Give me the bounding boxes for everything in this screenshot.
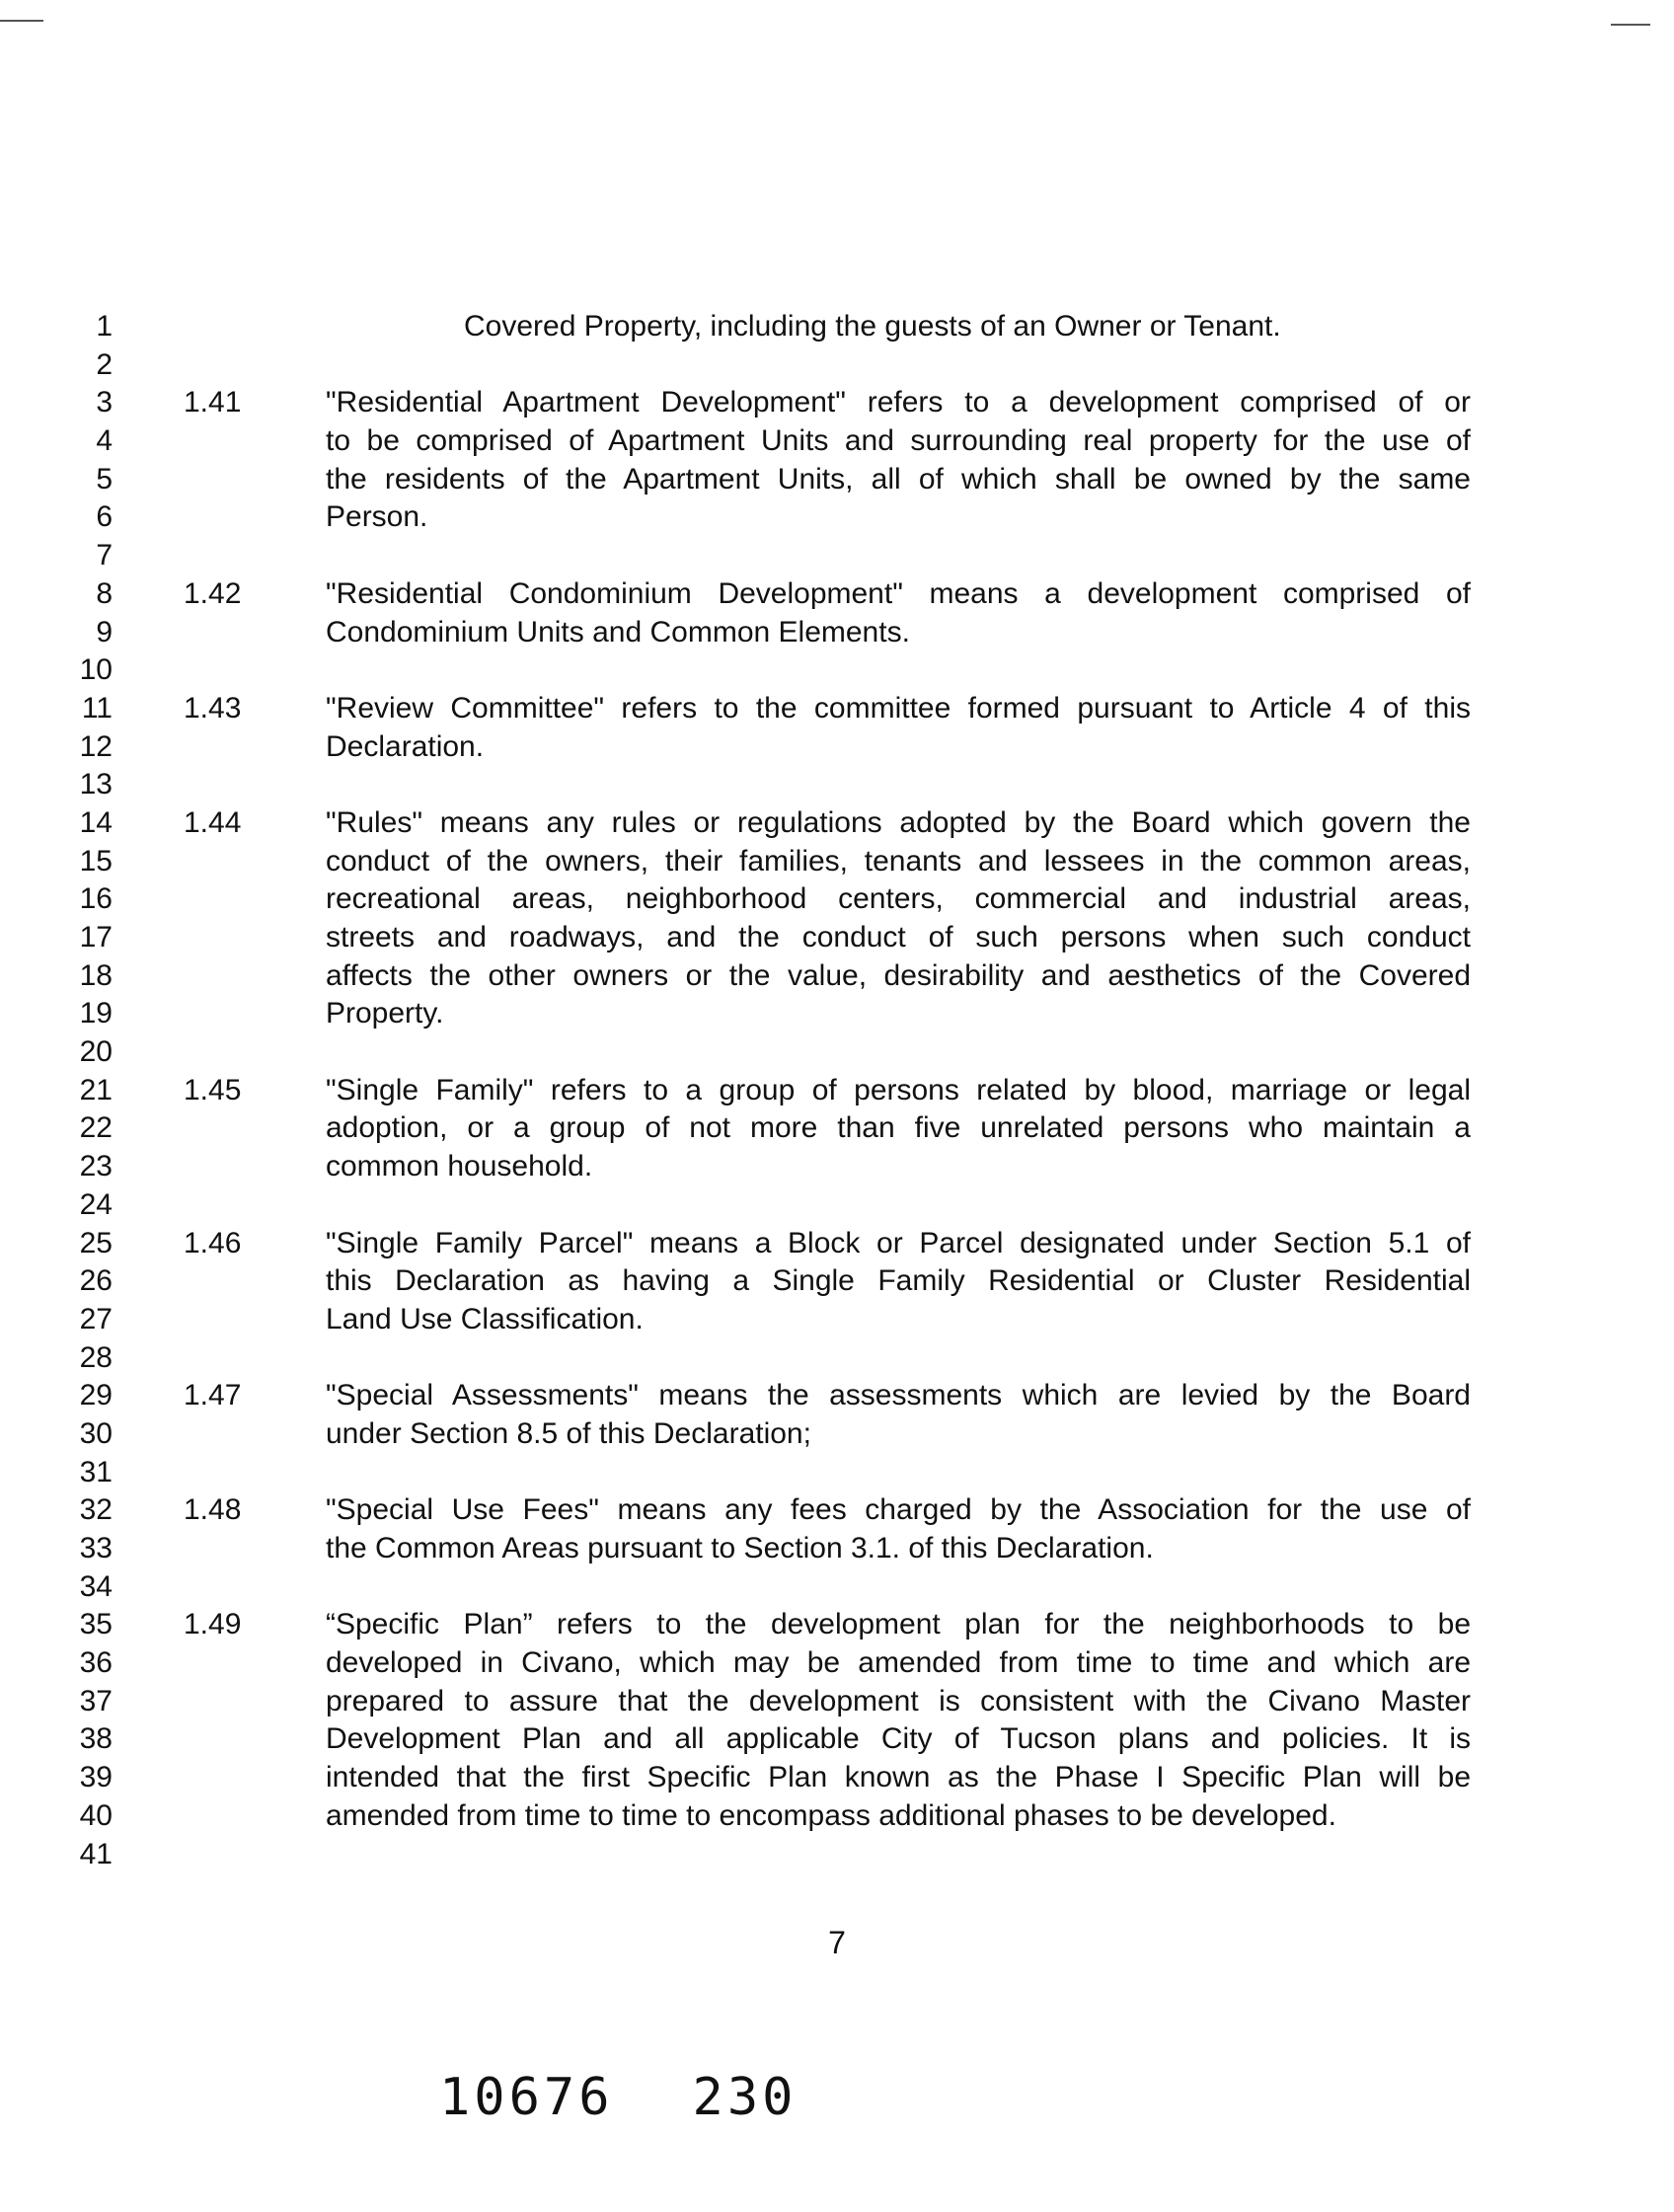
document-line	[0, 308, 1674, 346]
document-line	[0, 957, 1674, 996]
line-number: 3	[96, 386, 113, 420]
line-number: 19	[79, 997, 113, 1030]
line-number: 1	[96, 310, 113, 343]
line-number: 41	[79, 1837, 113, 1870]
line-number: 13	[79, 768, 113, 801]
document-line	[0, 1454, 1674, 1492]
document-line	[0, 1415, 1674, 1454]
line-number: 26	[79, 1264, 113, 1298]
line-number: 40	[79, 1798, 113, 1832]
document-line	[0, 1720, 1674, 1759]
line-text: “Specific Plan” refers to the development plan for the neighborhoods to be	[326, 1608, 1471, 1641]
line-text: Property.	[326, 997, 444, 1030]
line-number: 12	[79, 729, 113, 763]
line-text: "Review Committee" refers to the committee formed pursuant to Article 4 of this	[326, 691, 1471, 725]
line-number: 25	[79, 1226, 113, 1259]
document-line	[0, 1301, 1674, 1339]
line-text: Condominium Units and Common Elements.	[326, 615, 910, 648]
document-body	[0, 308, 1674, 1873]
line-text: to be comprised of Apartment Units and surrounding real property for the use of	[326, 424, 1471, 458]
book-number: 10676	[439, 2068, 614, 2127]
section-number: 1.43	[184, 691, 242, 725]
document-line	[0, 919, 1674, 957]
line-text: intended that the first Specific Plan known as the Phase I Specific Plan will be	[326, 1761, 1471, 1794]
recording-stamp	[439, 2068, 797, 2127]
line-text: conduct of the owners, their families, tenants and lessees in the common areas,	[326, 844, 1471, 877]
document-line	[0, 1491, 1674, 1530]
line-number: 28	[79, 1340, 113, 1374]
line-number: 16	[79, 882, 113, 916]
line-number: 5	[96, 462, 113, 496]
line-text: adoption, or a group of not more than five unrelated persons who maintain a	[326, 1111, 1471, 1145]
document-line	[0, 614, 1674, 652]
document-line	[0, 1148, 1674, 1186]
line-text: Land Use Classification.	[326, 1302, 644, 1335]
line-number: 30	[79, 1416, 113, 1450]
line-text: this Declaration as having a Single Family Residential or Cluster Residential	[326, 1264, 1471, 1298]
section-number: 1.42	[184, 576, 242, 610]
line-text: "Residential Apartment Development" refers to a development comprised of or	[326, 386, 1471, 420]
line-number: 15	[79, 844, 113, 877]
document-line	[0, 804, 1674, 843]
scan-artifact-left	[0, 20, 43, 22]
line-number: 14	[79, 805, 113, 839]
line-text: "Single Family" refers to a group of persons related by blood, marriage or legal	[326, 1073, 1471, 1106]
document-line	[0, 728, 1674, 767]
document-line	[0, 461, 1674, 499]
line-number: 37	[79, 1684, 113, 1717]
line-number: 6	[96, 500, 113, 534]
line-number: 9	[96, 615, 113, 648]
line-number: 35	[79, 1608, 113, 1641]
line-number: 34	[79, 1569, 113, 1603]
document-line	[0, 1339, 1674, 1378]
line-text: affects the other owners or the value, desirability and aesthetics of the Covered	[326, 958, 1471, 992]
section-number: 1.48	[184, 1493, 242, 1527]
line-text: Person.	[326, 500, 428, 534]
section-number: 1.49	[184, 1608, 242, 1641]
document-line	[0, 1262, 1674, 1301]
document-line	[0, 1109, 1674, 1148]
document-line	[0, 1606, 1674, 1644]
document-line	[0, 1644, 1674, 1683]
document-line	[0, 1759, 1674, 1797]
line-number: 32	[79, 1493, 113, 1527]
document-line	[0, 384, 1674, 422]
section-number: 1.47	[184, 1379, 242, 1412]
line-text: Declaration.	[326, 729, 485, 763]
section-number: 1.41	[184, 386, 242, 420]
document-line	[0, 498, 1674, 537]
line-text: developed in Civano, which may be amended from time to time and which are	[326, 1646, 1471, 1680]
line-text: amended from time to time to encompass additional phases to be developed.	[326, 1798, 1336, 1832]
line-text: Development Plan and all applicable City of Tucson plans and policies. It is	[326, 1722, 1471, 1756]
section-number: 1.44	[184, 805, 242, 839]
scan-artifact-right	[1611, 24, 1650, 26]
line-number: 36	[79, 1646, 113, 1680]
document-line	[0, 575, 1674, 614]
document-line	[0, 766, 1674, 804]
document-line	[0, 880, 1674, 919]
document-line	[0, 1072, 1674, 1110]
line-number: 11	[81, 691, 113, 725]
line-number: 4	[96, 424, 113, 458]
line-text: streets and roadways, and the conduct of such persons when such conduct	[326, 921, 1471, 953]
line-text: Covered Property, including the guests of an Owner or Tenant.	[464, 310, 1281, 343]
line-number: 10	[79, 653, 113, 687]
line-text: the Common Areas pursuant to Section 3.1. of this Declaration.	[326, 1532, 1154, 1564]
line-number: 29	[79, 1379, 113, 1412]
line-number: 7	[96, 539, 113, 572]
line-number: 21	[79, 1073, 113, 1106]
document-line	[0, 1836, 1674, 1874]
document-line	[0, 1530, 1674, 1568]
page-number: 7	[828, 1925, 846, 1960]
document-line	[0, 843, 1674, 881]
document-line	[0, 346, 1674, 385]
line-text: "Residential Condominium Development" means a development comprised of	[326, 576, 1471, 610]
line-number: 38	[79, 1722, 113, 1756]
line-number: 17	[79, 921, 113, 953]
document-line	[0, 690, 1674, 728]
line-text: "Special Assessments" means the assessments which are levied by the Board	[326, 1379, 1471, 1412]
line-number: 20	[79, 1035, 113, 1069]
document-line	[0, 1186, 1674, 1225]
line-number: 39	[79, 1761, 113, 1794]
line-number: 2	[96, 347, 113, 381]
document-line	[0, 1797, 1674, 1836]
document-line	[0, 1225, 1674, 1263]
line-text: "Rules" means any rules or regulations adopted by the Board which govern the	[326, 805, 1471, 839]
line-number: 31	[79, 1455, 113, 1488]
document-line	[0, 1568, 1674, 1607]
document-line	[0, 1683, 1674, 1721]
line-number: 23	[79, 1150, 113, 1183]
line-number: 24	[79, 1187, 113, 1221]
document-line	[0, 422, 1674, 461]
line-number: 33	[79, 1532, 113, 1564]
section-number: 1.46	[184, 1226, 242, 1259]
section-number: 1.45	[184, 1073, 242, 1106]
document-line	[0, 1377, 1674, 1415]
document-line	[0, 651, 1674, 690]
line-text: "Special Use Fees" means any fees charged by the Association for the use of	[326, 1493, 1471, 1527]
line-text: "Single Family Parcel" means a Block or Parcel designated under Section 5.1 of	[326, 1226, 1471, 1259]
line-text: common household.	[326, 1150, 593, 1183]
document-line	[0, 1033, 1674, 1072]
document-line	[0, 537, 1674, 575]
line-number: 8	[96, 576, 113, 610]
line-text: recreational areas, neighborhood centers, commercial and industrial areas,	[326, 882, 1471, 916]
line-number: 27	[79, 1302, 113, 1335]
line-number: 22	[79, 1111, 113, 1145]
line-text: prepared to assure that the development is consistent with the Civano Master	[326, 1684, 1471, 1717]
line-text: the residents of the Apartment Units, all of which shall be owned by the same	[326, 462, 1471, 496]
document-line	[0, 995, 1674, 1033]
line-text: under Section 8.5 of this Declaration;	[326, 1416, 811, 1450]
book-page-number: 230	[692, 2068, 798, 2127]
line-number: 18	[79, 958, 113, 992]
